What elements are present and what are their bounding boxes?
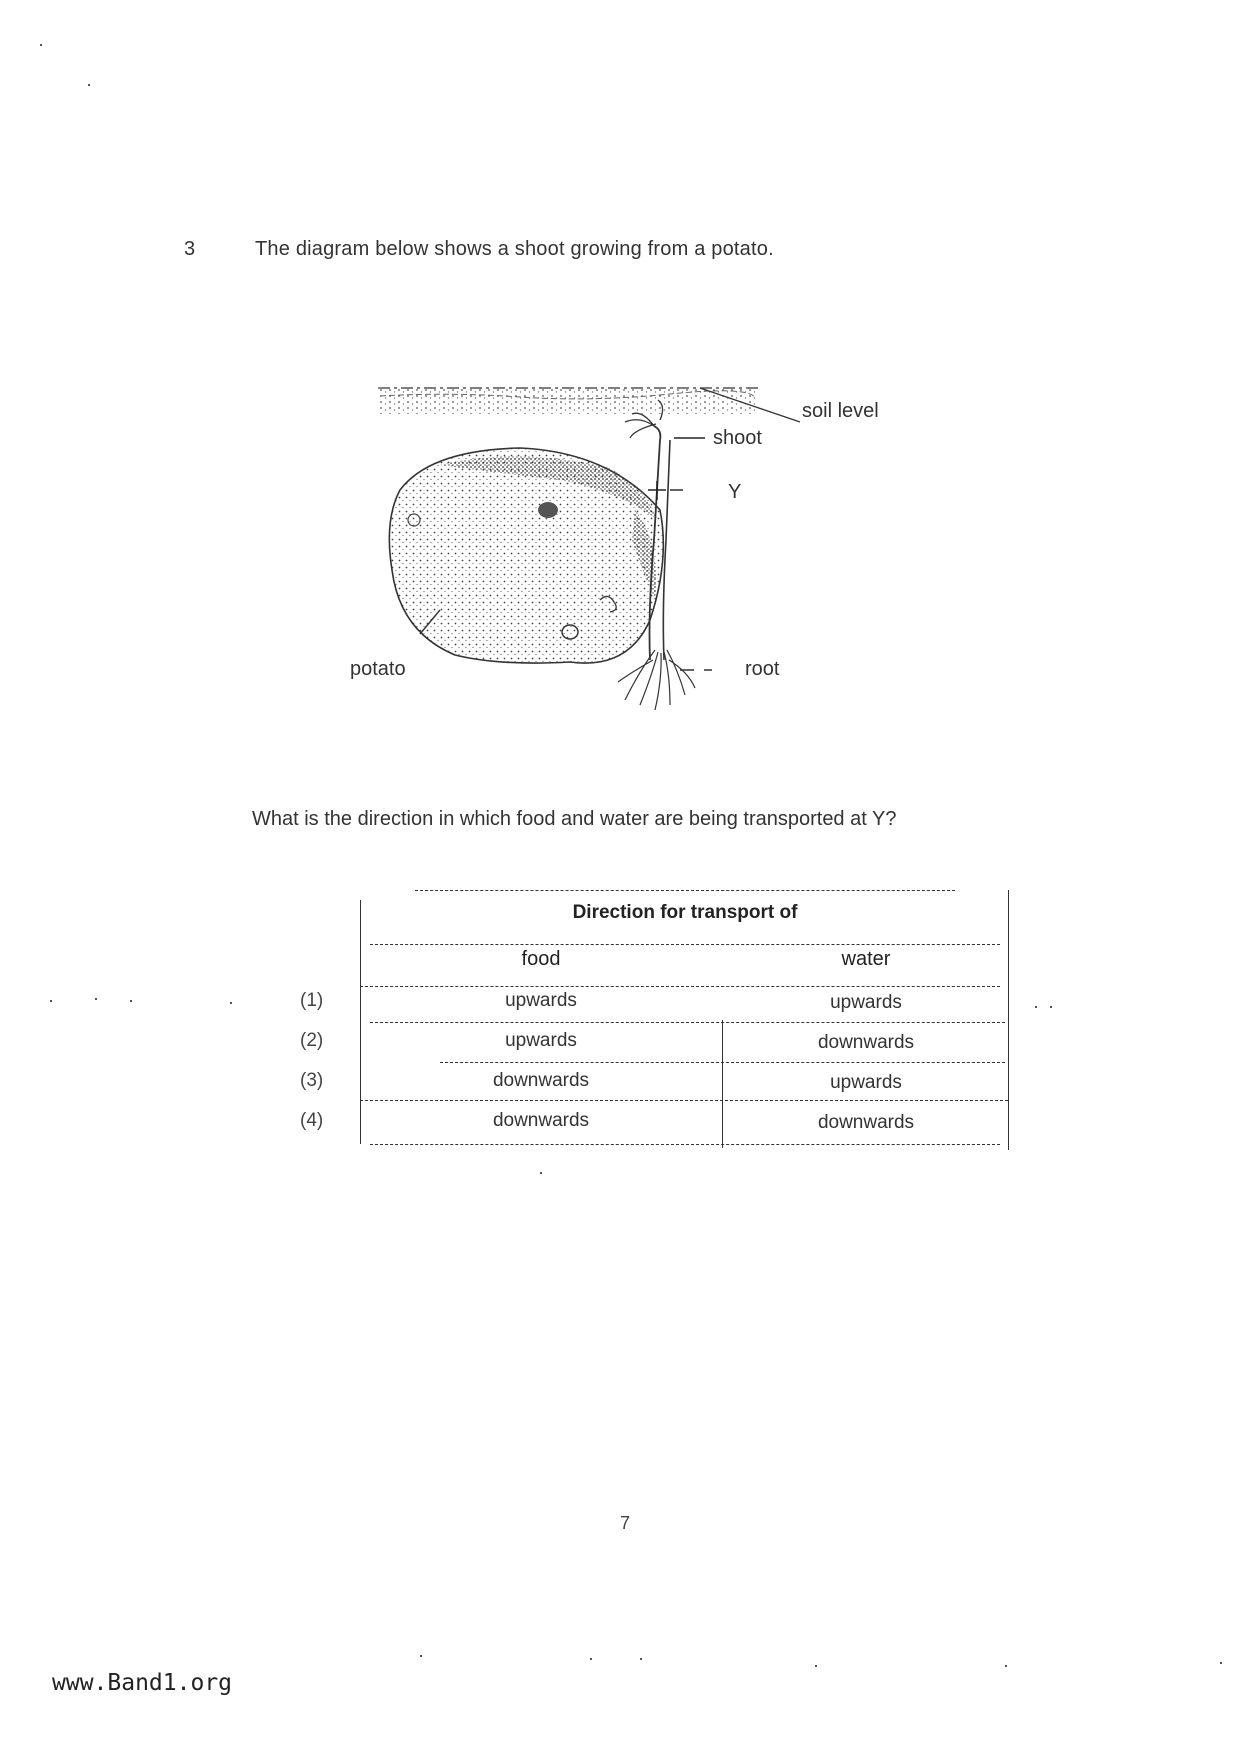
- table-header-rule: [370, 944, 1000, 945]
- scan-speck: [50, 1000, 52, 1002]
- label-potato: potato: [350, 658, 406, 680]
- scan-speck: [420, 1655, 422, 1657]
- option-number-2: (2): [300, 1030, 324, 1051]
- option-2-food: upwards: [505, 1030, 577, 1051]
- table-subheader-rule: [360, 986, 1000, 987]
- answer-table: [300, 890, 1010, 1158]
- label-root: root: [745, 658, 780, 680]
- scan-speck: [130, 1000, 132, 1002]
- question-number: 3: [184, 238, 196, 260]
- scan-speck: [590, 1658, 592, 1660]
- column-header-water: water: [841, 948, 891, 970]
- label-soil-level: soil level: [802, 400, 879, 422]
- roots: [618, 650, 712, 710]
- scan-speck: [815, 1665, 817, 1667]
- option-number-1: (1): [300, 990, 324, 1011]
- option-2-water: downwards: [817, 1032, 915, 1053]
- label-shoot: shoot: [713, 427, 762, 449]
- page-number: 7: [620, 1513, 631, 1533]
- scan-speck: [540, 1172, 542, 1174]
- scan-speck: [95, 998, 97, 1000]
- option-1-food: upwards: [505, 990, 577, 1011]
- table-right-border: [1008, 890, 1009, 1150]
- label-y: Y: [728, 481, 742, 503]
- option-4-water: downwards: [817, 1112, 915, 1133]
- scan-speck: [640, 1658, 642, 1660]
- footer-url: www.Band1.org: [52, 1670, 233, 1696]
- table-row-rule-1: [370, 1022, 1005, 1023]
- potato-tuber: [389, 448, 663, 663]
- table-top-border: [415, 890, 955, 891]
- option-3-food: downwards: [492, 1070, 590, 1091]
- scan-speck: [1050, 1006, 1052, 1008]
- table-row-rule-2: [440, 1062, 1005, 1063]
- option-4-food: downwards: [492, 1110, 590, 1131]
- question-text: The diagram below shows a shoot growing from a potato.: [255, 238, 774, 260]
- table-left-border: [360, 900, 361, 1144]
- table-header: Direction for transport of: [572, 902, 798, 923]
- scan-speck: [1035, 1006, 1037, 1008]
- scan-speck: [1005, 1665, 1007, 1667]
- option-number-4: (4): [300, 1110, 324, 1131]
- option-3-water: upwards: [830, 1072, 902, 1093]
- column-header-food: food: [521, 948, 561, 970]
- scan-speck: [1220, 1662, 1222, 1664]
- scan-speck: [88, 84, 90, 86]
- scan-speck: [40, 44, 42, 46]
- potato-shoot-diagram: [350, 370, 1010, 790]
- question-prompt: What is the direction in which food and water are being transported at Y?: [252, 808, 897, 830]
- soil-layer: [378, 388, 800, 422]
- scan-speck: [230, 1002, 232, 1004]
- option-1-water: upwards: [830, 992, 902, 1013]
- table-row-rule-3: [360, 1100, 1008, 1101]
- option-number-3: (3): [300, 1070, 324, 1091]
- table-bottom-border: [370, 1144, 1000, 1145]
